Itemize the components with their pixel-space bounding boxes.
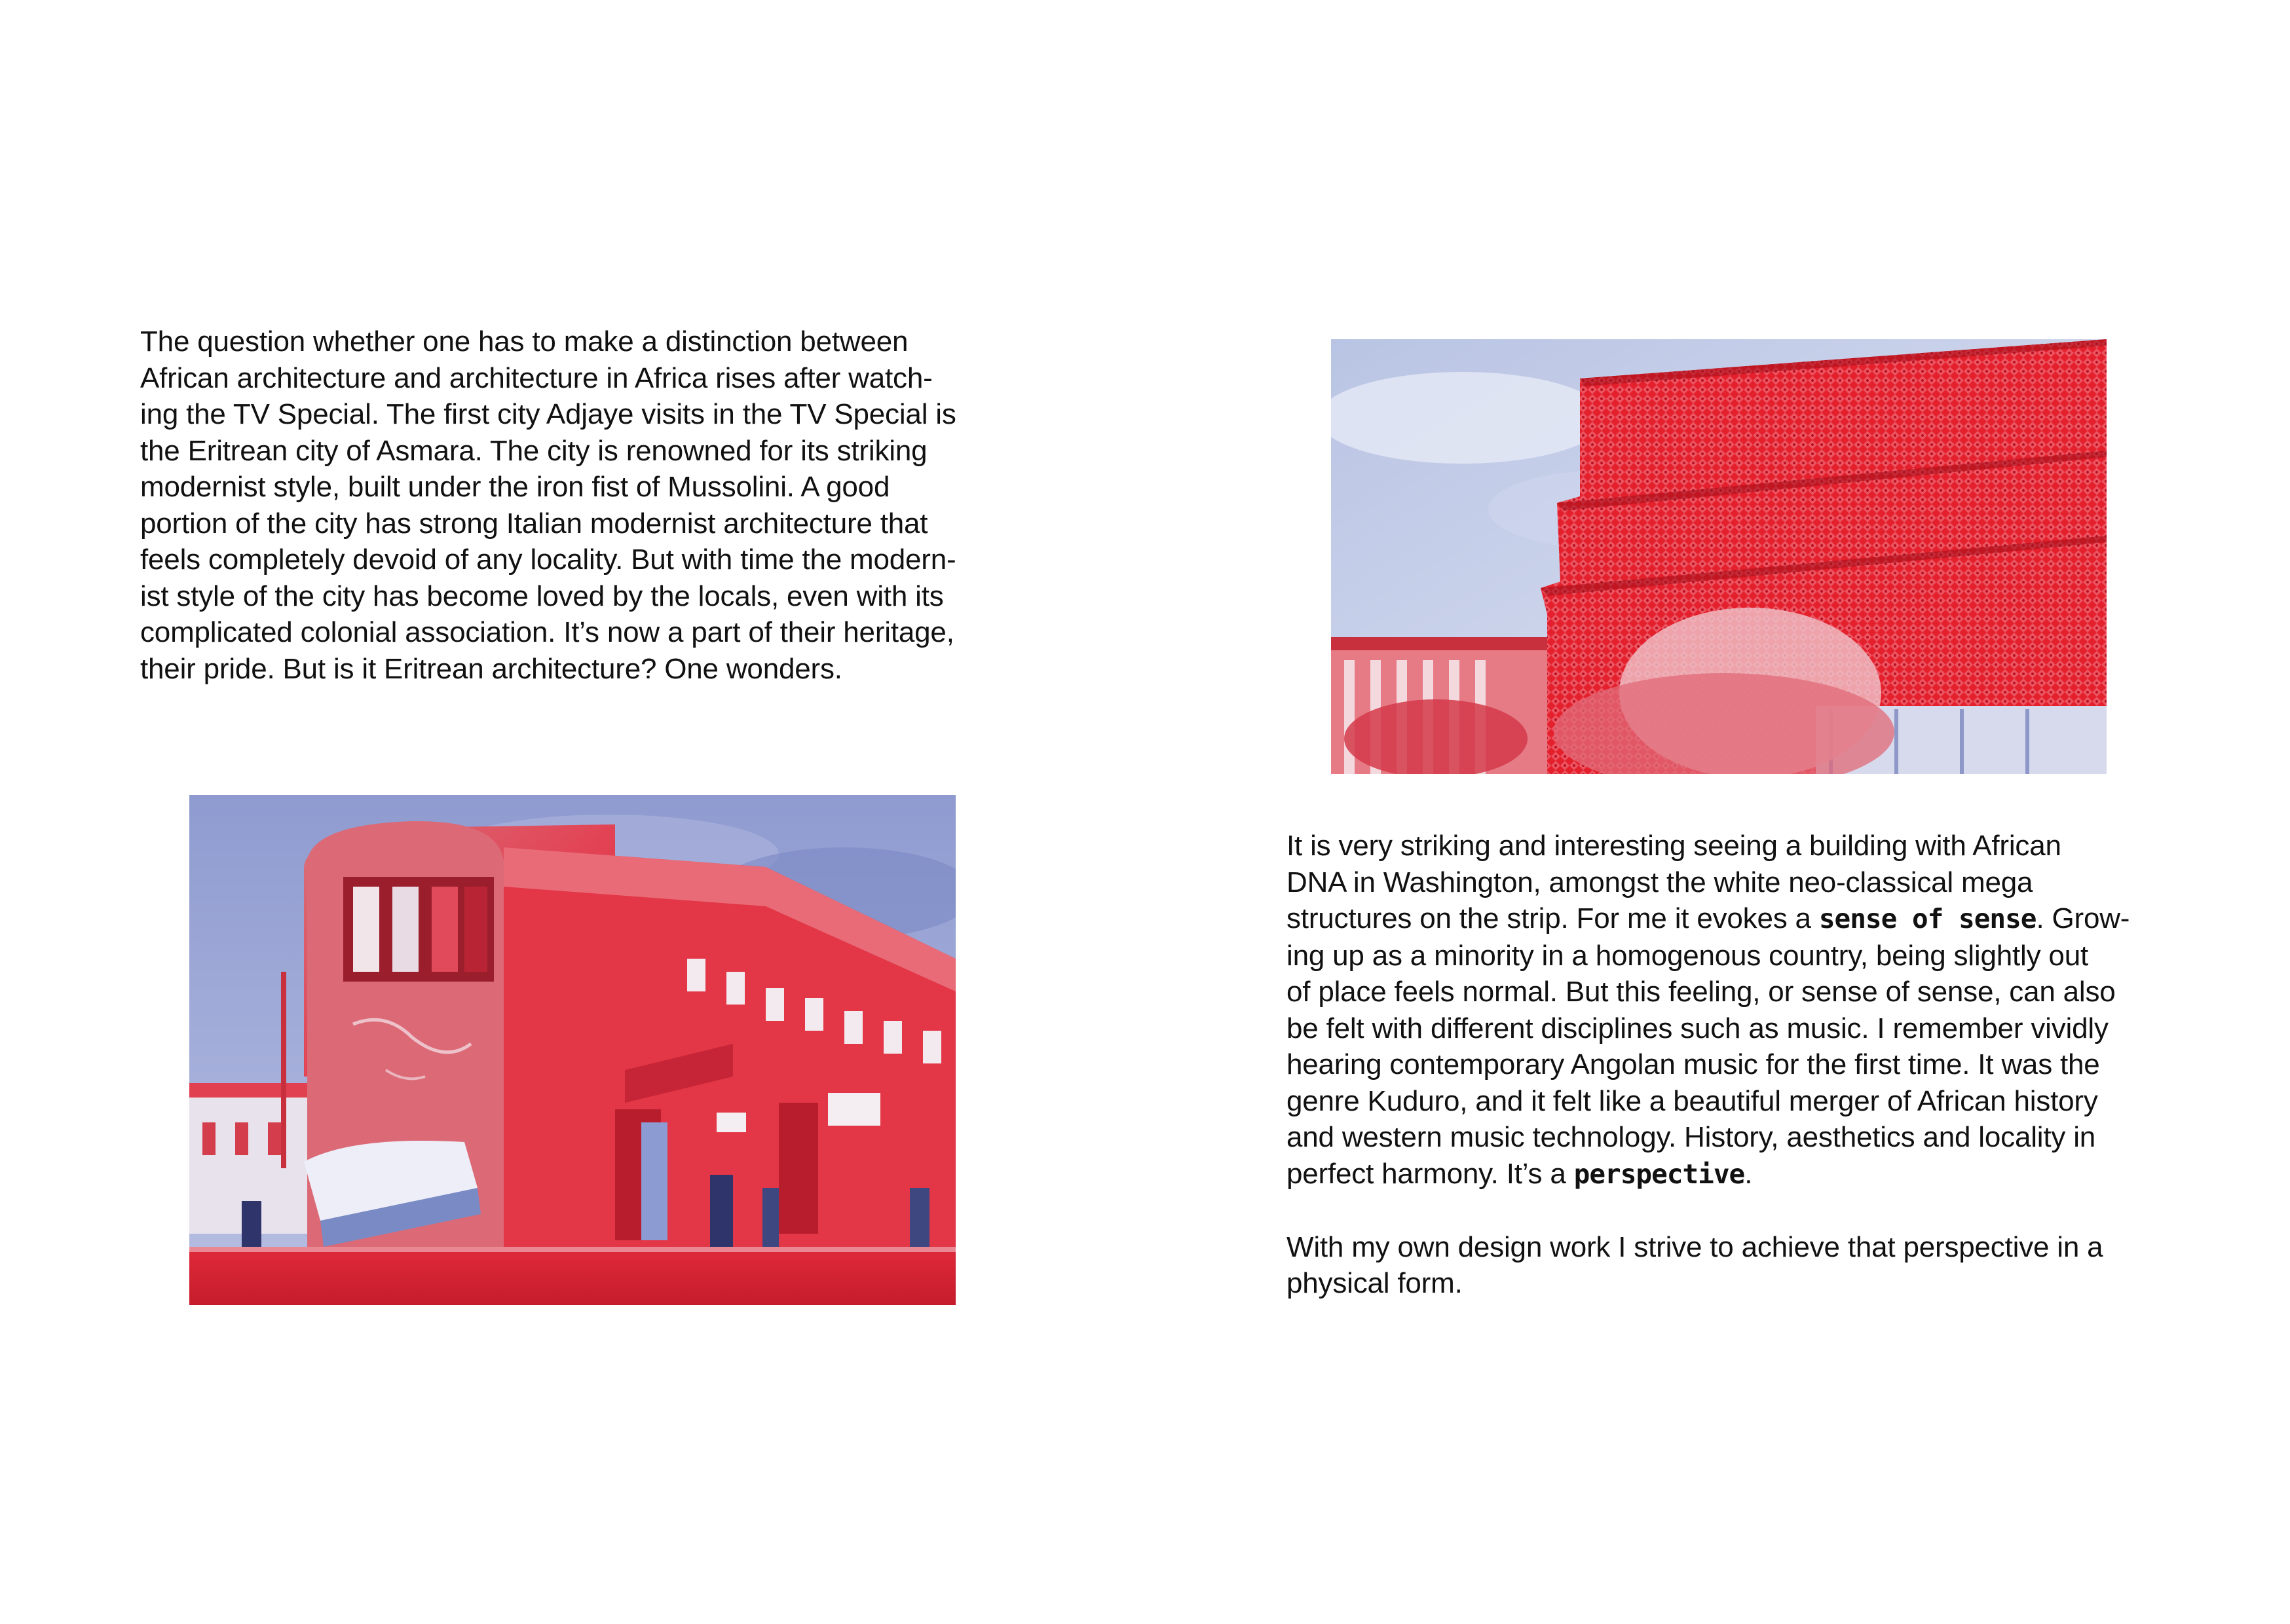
sense-of-sense-emphasis: sense of sense: [1818, 903, 2037, 934]
right-paragraph-line: be felt with different disciplines such as music. I remember vividly: [1286, 1012, 2109, 1044]
right-paragraph-text: perfect harmony. It’s a: [1286, 1157, 1574, 1190]
asmara-building-photo: [189, 795, 956, 1305]
right-paragraph-line: genre Kuduro, and it felt like a beautiful merger of African history: [1286, 1084, 2098, 1117]
right-paragraph-line: hearing contemporary Angolan music for the first time. It was the: [1286, 1048, 2100, 1080]
paragraph-gap: [1286, 1192, 2164, 1229]
right-paragraph-line: [1286, 900, 2164, 938]
left-paragraph-line: their pride. But is it Eritrean architecture? One wonders.: [140, 652, 842, 685]
left-paragraph-line: African architecture and architecture in Africa rises after watch-: [140, 361, 933, 394]
museum-building-photo: [1331, 339, 2107, 774]
left-paragraph-line: The question whether one has to make a distinction between: [140, 325, 909, 358]
left-paragraph-line: ist style of the city has become loved by the locals, even with its: [140, 580, 944, 612]
right-paragraph-text: . Grow-: [2036, 902, 2130, 934]
asmara-building-illustration: [189, 795, 956, 1305]
right-paragraph: [1286, 828, 2164, 1302]
closing-paragraph-line: With my own design work I strive to achieve that perspective in a: [1286, 1230, 2103, 1263]
right-paragraph-line: of place feels normal. But this feeling, or sense of sense, can also: [1286, 976, 2116, 1008]
closing-paragraph-line: physical form.: [1286, 1267, 1463, 1299]
right-paragraph-line: ing up as a minority in a homogenous country, being slightly out: [1286, 939, 2088, 972]
left-paragraph-line: ing the TV Special. The first city Adjaye visits in the TV Special is: [140, 398, 956, 430]
right-paragraph-line: It is very striking and interesting seeing a building with African: [1286, 830, 2061, 862]
perspective-emphasis: perspective: [1573, 1158, 1745, 1190]
left-paragraph-line: portion of the city has strong Italian modernist architecture that: [140, 507, 928, 540]
left-paragraph: [140, 323, 1018, 687]
museum-building-illustration: [1331, 339, 2107, 774]
right-paragraph-line: DNA in Washington, amongst the white neo-classical mega: [1286, 866, 2033, 898]
left-paragraph-line: feels completely devoid of any locality. But with time the modern-: [140, 544, 956, 576]
left-paragraph-line: modernist style, built under the iron fist of Mussolini. A good: [140, 471, 890, 503]
left-paragraph-line: complicated colonial association. It’s now a part of their heritage,: [140, 616, 954, 648]
right-paragraph-line: and western music technology. History, aesthetics and locality in: [1286, 1121, 2096, 1153]
left-paragraph-line: the Eritrean city of Asmara. The city is renowned for its striking: [140, 434, 928, 467]
right-paragraph-line: [1286, 1156, 2164, 1193]
right-paragraph-text: structures on the strip. For me it evokes a: [1286, 902, 1819, 934]
right-paragraph-text: .: [1744, 1157, 1753, 1190]
